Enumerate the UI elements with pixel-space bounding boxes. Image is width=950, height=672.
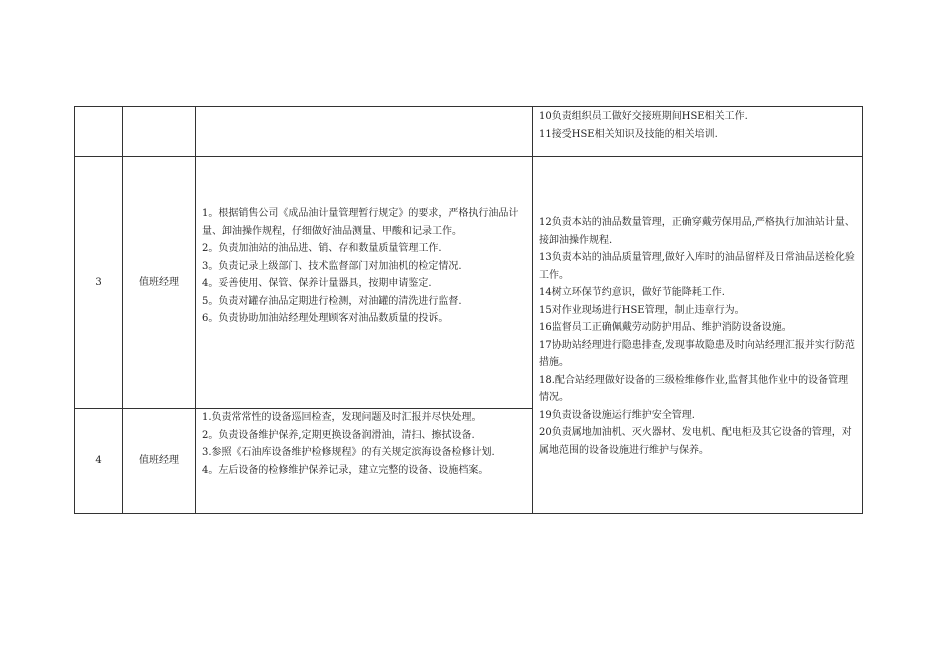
duty-table xyxy=(74,106,863,514)
duty-item: 3。负责记录上级部门、技术监督部门对加油机的检定情况. xyxy=(202,260,462,272)
role-cell xyxy=(123,157,195,408)
row-number-cell xyxy=(75,409,122,513)
duty-item: 18.配合站经理做好设备的三级检维修作业,监督其他作业中的设备管理情况。 xyxy=(539,374,849,403)
duties-cell xyxy=(196,205,532,328)
role-cell xyxy=(123,409,195,513)
duty-item: 1。根据销售公司《成品油计量管理暂行规定》的要求，严格执行油品计量、卸油操作规程，仔细做好油品测量、甲酸和记录工作。 xyxy=(202,208,519,237)
duty-item: 19负责设备设施运行维护安全管理. xyxy=(539,409,695,421)
duty-item: 12负责本站的油品数量管理，正确穿戴劳保用品,严格执行加油站计量、接卸油操作规程. xyxy=(539,217,855,246)
duty-item: 11接受HSE相关知识及技能的相关培训. xyxy=(539,128,718,140)
duties-cell-right xyxy=(533,214,862,459)
duty-item: 3.参照《石油库设备维护检修规程》的有关规定滨海设备检修计划. xyxy=(202,447,495,458)
role-label: 值班经理 xyxy=(139,276,179,288)
duty-item: 16监督员工正确佩戴劳动防护用品、维护消防设备设施。 xyxy=(539,322,792,333)
row-number: 3 xyxy=(95,276,102,288)
duties-cell xyxy=(196,409,532,479)
table-border-bottom xyxy=(74,513,863,514)
duty-item: 4。左后设备的检修维护保养记录，建立完整的设备、设施档案。 xyxy=(202,464,489,476)
table-cell-top-right xyxy=(533,108,862,156)
duty-item: 2。负责设备维护保养,定期更换设备润滑油，清扫、擦拭设备. xyxy=(202,429,475,441)
duty-item: 17协助站经理进行隐患排查,发现事故隐患及时向站经理汇报并实行防范措施。 xyxy=(539,339,855,368)
duty-item: 5。负责对罐存油品定期进行检测，对油罐的清洗进行监督. xyxy=(202,295,462,307)
row-number-cell xyxy=(75,157,122,408)
duty-item: 2。负责加油站的油品进、销、存和数量质量管理工作. xyxy=(202,243,442,254)
duty-item: 13负责本站的油品质量管理,做好入库时的油品留样及日常油品送检化验工作。 xyxy=(539,252,855,281)
table-border-right xyxy=(862,106,863,514)
duty-item: 4。妥善使用、保管、保养计量器具，按期申请鉴定. xyxy=(202,278,432,289)
row-number: 4 xyxy=(95,455,102,467)
duty-item: 10负责组织员工做好交接班期间HSE相关工作. xyxy=(539,111,748,122)
duty-item: 14树立环保节约意识，做好节能降耗工作. xyxy=(539,287,725,298)
duty-item: 1.负责常常性的设备巡回检查，发现问题及时汇报并尽快处理。 xyxy=(202,412,482,423)
role-label: 值班经理 xyxy=(139,455,179,467)
duty-item: 20负责属地加油机、灭火器材、发电机、配电柜及其它设备的管理，对属地范围的设备设施进行维护与保养。 xyxy=(539,427,852,456)
table-border-top xyxy=(74,106,863,107)
duty-item: 6。负责协助加油站经理处理顾客对油品数质量的投诉。 xyxy=(202,313,449,324)
duty-item: 15对作业现场进行HSE管理，制止违章行为。 xyxy=(539,304,745,316)
